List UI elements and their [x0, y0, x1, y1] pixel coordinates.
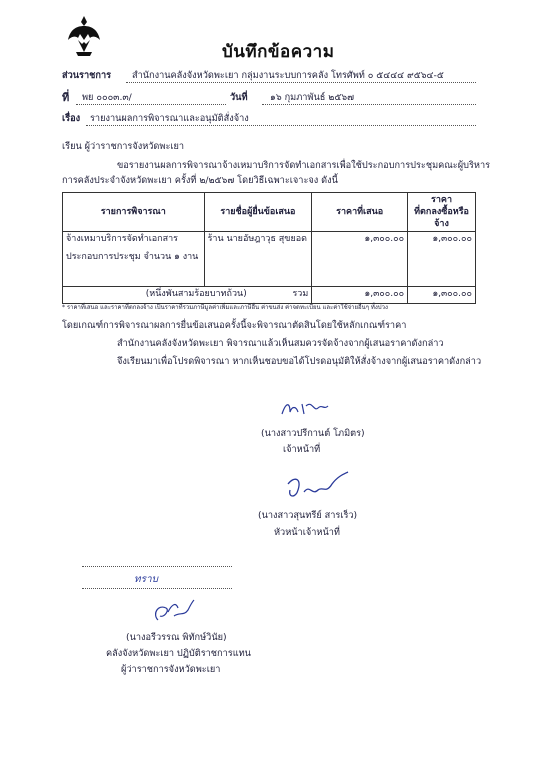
approval-dotted-line-1 — [82, 566, 232, 567]
subject-value: รายงานผลการพิจารณาและอนุมัติสั่งจ้าง — [90, 113, 249, 124]
ref-underline — [76, 104, 226, 105]
agency-label: ส่วนราชการ — [62, 70, 112, 81]
ref-label: ที่ — [62, 91, 70, 104]
criteria-line-1: โดยเกณฑ์การพิจารณาผลการยื่นข้อเสนอครั้งนี้จะพิจารณาตัดสินโดยใช้หลักเกณฑ์ราคา — [62, 320, 407, 331]
row-vendor: ร้าน นายอัษฎาวุธ สุขยอด — [204, 232, 312, 287]
date-label: วันที่ — [230, 92, 248, 103]
officer-title: เจ้าหน้าที่ — [283, 444, 321, 455]
table-total-row — [63, 287, 476, 304]
governor-title-1: คลังจังหวัดพะเยา ปฏิบัติราชการแทน — [106, 648, 251, 659]
officer-name: (นางสาวปรีกานต์ โภมิตร) — [261, 428, 365, 439]
total-agreed: ๑,๓๐๐.๐๐ — [408, 287, 476, 304]
chief-signature — [282, 470, 352, 504]
col-header-item: รายการพิจารณา — [63, 193, 205, 232]
row-agreed-price: ๑,๓๐๐.๐๐ — [408, 232, 476, 287]
intro-line-2: การคลังประจำจังหวัดพะเยา ครั้งที่ ๒/๒๕๖๗ โดยวิธีเฉพาะเจาะจง ดังนี้ — [62, 175, 338, 186]
intro-line-1: ขอรายงานผลการพิจารณาจ้างเหมาบริการจัดทำเอกสารเพื่อใช้ประกอบการประชุมคณะผู้บริหาร — [117, 160, 491, 171]
memo-title: บันทึกข้อความ — [222, 42, 335, 62]
total-words: (หนึ่งพันสามร้อยบาทถ้วน) — [145, 289, 247, 299]
date-value: ๑๖ กุมภาพันธ์ ๒๕๖๗ — [270, 92, 355, 103]
table-row — [63, 232, 476, 287]
approval-dotted-line-2 — [82, 588, 232, 589]
officer-signature — [278, 398, 332, 420]
chief-name: (นางสาวสุนทรีย์ สารเร็ว) — [258, 510, 358, 521]
col-header-offered: ราคาที่เสนอ — [312, 193, 408, 232]
approval-handwriting: ทราบ — [134, 574, 158, 585]
garuda-emblem-icon — [66, 14, 102, 58]
ref-value: พย ๐๐๐๓.๓/ — [82, 92, 132, 103]
row-item-line-2: ประกอบการประชุม จำนวน ๑ งาน — [66, 252, 199, 262]
salutation: เรียน ผู้ว่าราชการจังหวัดพะเยา — [62, 141, 185, 152]
bid-table — [62, 192, 476, 304]
col-header-agreed-line-2: ที่ตกลงซื้อหรือจ้าง — [414, 207, 469, 229]
date-underline — [262, 104, 476, 105]
bid-table-header — [63, 193, 476, 232]
col-header-agreed — [408, 193, 476, 232]
col-header-vendor: รายชื่อผู้ยื่นข้อเสนอ — [204, 193, 312, 232]
total-label-cell — [63, 287, 312, 304]
agency-value: สำนักงานคลังจังหวัดพะเยา กลุ่มงานระบบการคลัง โทรศัพท์ ๐ ๕๔๔๔ ๙๕๖๔-๕ — [132, 70, 444, 81]
subject-label: เรื่อง — [62, 113, 81, 124]
criteria-line-3: จึงเรียนมาเพื่อโปรดพิจารณา หากเห็นชอบขอได้โปรดอนุมัติให้สั่งจ้างจากผู้เสนอราคาดังกล่าว — [117, 356, 482, 367]
row-item-line-1: จ้างเหมาบริการจัดทำเอกสาร — [66, 234, 179, 244]
col-header-agreed-line-1: ราคา — [431, 195, 453, 205]
criteria-line-2: สำนักงานคลังจังหวัดพะเยา พิจารณาแล้วเห็นสมควรจัดจ้างจากผู้เสนอราคาดังกล่าว — [117, 338, 444, 349]
governor-title-2: ผู้ว่าราชการจังหวัดพะเยา — [121, 664, 221, 675]
governor-name: (นางอรีวรรณ พิทักษ์วินัย) — [126, 632, 227, 643]
subject-underline — [86, 125, 476, 126]
total-label: รวม — [292, 289, 309, 299]
chief-title: หัวหน้าเจ้าหน้าที่ — [274, 527, 340, 538]
price-footnote: * ราคาที่เสนอ และราคาที่ตกลงจ้าง เป็นราคาที่รวมภาษีมูลค่าเพิ่มและภาษีอื่น ค่าขนส่ง ค่าจดทะเบียน และค่าใช้จ่ายอื่นๆ ทั้งปวง — [62, 304, 388, 311]
row-item-cell — [63, 232, 205, 287]
governor-signature — [148, 596, 196, 626]
row-offered-price: ๑,๓๐๐.๐๐ — [312, 232, 408, 287]
total-offered: ๑,๓๐๐.๐๐ — [312, 287, 408, 304]
agency-underline — [126, 82, 476, 83]
